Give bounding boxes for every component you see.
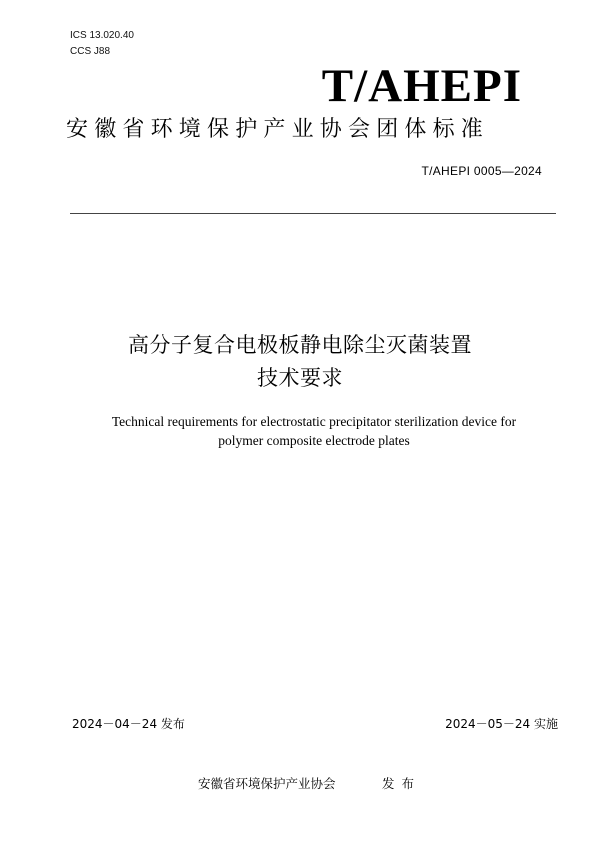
ccs-code: CCS J88 [70,46,111,57]
ics-code: ICS 13.020.40 [70,30,134,41]
standard-number: T/AHEPI 0005—2024 [421,164,542,178]
document-title-en-line1: Technical requirements for electrostatic precipitator sterilization device for [111,414,517,429]
publish-label: 发布 [382,776,422,791]
header-divider [70,213,556,214]
issue-date: 2024－04－24 发布 [72,717,185,731]
association-standard-title: 安徽省环境保护产业协会团体标准 [66,117,490,142]
standard-brand: T/AHEPI [321,60,522,112]
document-title-zh-line1: 高分子复合电极板静电除尘灭菌装置 [128,333,472,357]
implementation-date: 2024－05－24 实施 [445,717,558,731]
publisher-name: 安徽省环境保护产业协会 [198,776,336,791]
document-title-en-line2: polymer composite electrode plates [218,433,410,448]
document-title-zh-line2: 技术要求 [257,366,343,390]
